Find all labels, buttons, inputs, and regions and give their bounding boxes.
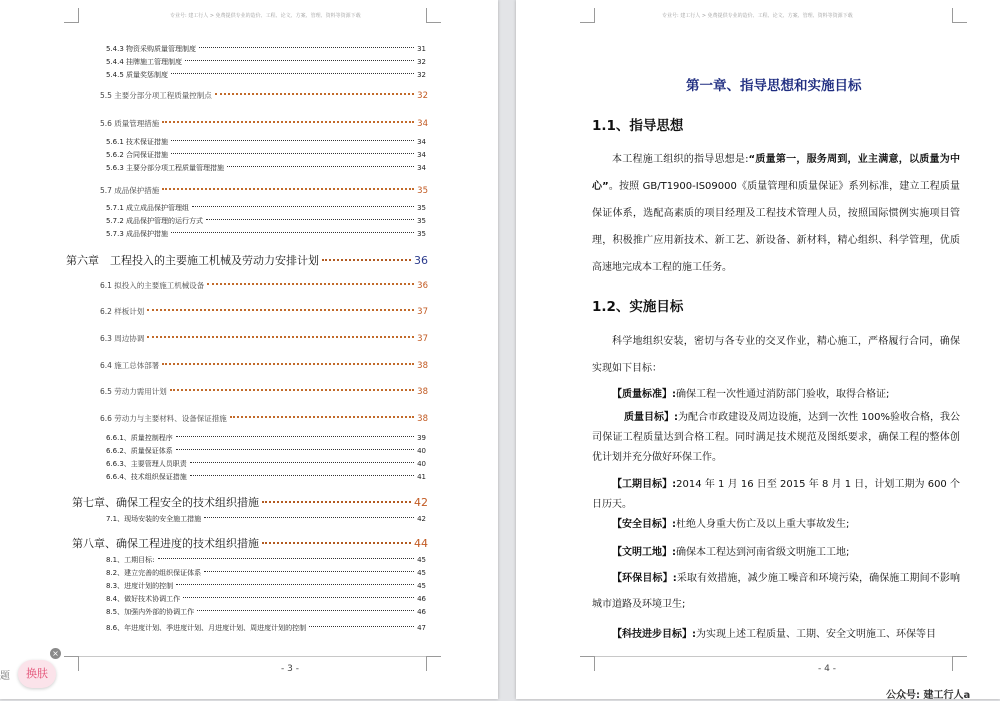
toc-entry-page: 37 [417,334,428,344]
toc-entry[interactable] [106,446,426,456]
toc-entry-page: 38 [417,361,428,371]
toc-entry-page: 46 [417,608,426,616]
toc-entry-page: 34 [417,151,426,159]
toc-entry-page: 34 [417,119,428,129]
toc-entry[interactable] [100,413,428,424]
crop-mark [64,656,79,671]
toc-leader-dots [206,219,414,220]
toc-entry-page: 38 [417,387,428,397]
section-title: 1.2、实施目标 [592,299,684,315]
toc-entry[interactable] [106,44,426,54]
toc-entry[interactable] [106,433,426,443]
toc-entry[interactable] [106,472,426,482]
toc-leader-dots [147,336,414,338]
toc-entry-page: 37 [417,307,428,317]
toc-entry[interactable] [106,581,426,591]
toc-leader-dots [192,206,414,207]
toc-leader-dots [204,571,414,572]
toc-entry[interactable] [106,163,426,173]
toc-leader-dots [227,166,414,167]
goal-label: 【文明工地】: [612,547,676,558]
toc-entry-page: 45 [417,569,426,577]
toc-entry[interactable] [100,386,428,397]
toc-entry-page: 34 [417,164,426,172]
toc-leader-dots [262,542,411,544]
goal-item [592,540,960,566]
footer-rule [580,656,952,657]
toc-entry-page: 35 [417,186,428,196]
toc-entry[interactable] [106,594,426,604]
toc-entry[interactable] [72,494,428,510]
toc-entry-title: 6.6.4、技术组织保证措施 [106,473,187,481]
toc-entry-page: 45 [417,582,426,590]
page-number: - 4 - [818,664,836,674]
toc-leader-dots [262,501,411,503]
crop-mark [426,656,441,671]
toc-leader-dots [162,121,414,123]
toc-entry-title: 5.4.4 挂牌施工管理制度 [106,58,183,66]
toc-leader-dots [199,47,414,48]
toc-entry-title: 第六章 工程投入的主要施工机械及劳动力安排计划 [66,254,319,267]
toc-leader-dots [158,558,415,559]
toc-leader-dots [162,188,414,190]
toc-entry-page: 38 [417,414,428,424]
toc-entry-title: 5.7.1 成立成品保护管理组 [106,204,190,212]
toc-entry-page: 46 [417,595,426,603]
paragraph-guiding-thought [592,146,960,281]
goal-text: 2014 年 1 月 16 日至 2015 年 8 月 1 日，计划工期为 600 个日历天。 [592,479,961,510]
toc-entry[interactable] [106,229,426,239]
paragraph-prefix: 本工程施工组织的指导思想是: [612,154,749,165]
toc-entry[interactable] [106,623,426,633]
toc-entry[interactable] [106,137,426,147]
chapter-title: 第一章、指导思想和实施目标 [686,78,862,94]
skin-change-button[interactable]: 换肤 [18,660,56,688]
crop-mark [952,656,967,671]
goal-text: 为配合市政建设及周边设施，达到一次性 100%验收合格，我公司保证工程质量达到合格工程。同时满足技术规范及图纸要求，确保工程的整体创优计划并充分做好环保工作。 [592,412,960,463]
toc-leader-dots [171,140,414,141]
toc-entry-title: 5.4.3 物资采购质量管理制度 [106,45,197,53]
toc-entry-page: 42 [417,515,426,523]
toc-leader-dots [147,309,414,311]
toc-entry-title: 5.6.2 合同保证措施 [106,151,169,159]
toc-entry-page: 35 [417,204,426,212]
crop-mark [952,8,967,23]
toc-entry[interactable] [100,306,428,317]
document-page-right [516,0,1000,699]
goal-label: 【工期目标】: [612,479,677,490]
toc-entry-title: 5.5 主要分部分项工程质量控制点 [100,91,212,100]
goal-label: 【质量标准】: [612,389,676,400]
toc-entry-page: 40 [417,460,426,468]
toc-entry-title: 6.2 样板计划 [100,307,145,316]
toc-entry-page: 41 [417,473,426,481]
toc-entry-title: 5.7.3 成品保护措施 [106,230,169,238]
toc-leader-dots [190,462,414,463]
toc-entry-title: 6.3 周边协调 [100,334,145,343]
toc-leader-dots [171,232,414,233]
toc-entry[interactable] [106,568,426,578]
crop-mark [426,8,441,23]
toc-entry[interactable] [100,90,428,101]
page-header: 专业号: 建工行人 > 免费提供专业的造价、工程、论文、方案、管理、资料等资源下载 [662,13,853,19]
toc-entry-title: 5.6.3 主要分部分项工程质量管理措施 [106,164,225,172]
toc-entry-title: 6.1 拟投入的主要施工机械设备 [100,281,205,290]
goal-item [592,512,960,538]
toc-leader-dots [171,153,414,154]
toc-entry[interactable] [100,118,428,129]
toc-entry-page: 35 [417,230,426,238]
goal-text: 为实现上述工程质量、工期、安全文明施工、环保等目 [696,629,936,640]
toolbar-fragment: 题 [0,671,10,682]
watermark-text: 公众号: 建工行人a [886,690,971,701]
toc-leader-dots [171,73,414,74]
toc-entry-title: 第七章、确保工程安全的技术组织措施 [72,496,259,509]
toc-entry[interactable] [100,185,428,196]
toc-entry[interactable] [106,203,426,213]
toc-entry-title: 8.4、做好技术协调工作 [106,595,181,603]
goal-label: 质量目标】: [624,412,679,423]
toc-leader-dots [162,363,414,365]
toc-entry[interactable] [106,70,426,80]
toc-entry-title: 6.5 劳动力需用计划 [100,387,167,396]
toc-entry[interactable] [106,459,426,469]
paragraph-rest: 。按照 GB/T1900-IS09000《质量管理和质量保证》系列标准，建立工程质量保证体系，选配高素质的项目经理及工程技术管理人员，按照国际惯例实施项目管理，积极推广应用新技术、新工艺、新设备、新材料，精心组织、科学管理，优质高速地完成本工程的施工任务。 [592,181,960,273]
paragraph-intro: 科学地组织安装，密切与各专业的交叉作业，精心施工，严格履行合同，确保实现如下目标： [592,336,960,374]
toc-entry-title: 8.2、建立完善的组织保证体系 [106,569,202,577]
toc-entry-title: 8.5、加强内外部的协调工作 [106,608,195,616]
toc-entry-title: 6.6.3、主要管理人员职责 [106,460,187,468]
section-title: 1.1、指导思想 [592,118,684,134]
crop-mark [580,8,595,23]
page-number: - 3 - [281,664,299,674]
toc-entry-title: 6.6.2、质量保证体系 [106,447,173,455]
toc-leader-dots [185,60,414,61]
toc-entry-title: 8.1、工期目标: [106,556,155,564]
toc-leader-dots [204,517,414,518]
toc-entry-page: 35 [417,217,426,225]
goal-item [592,622,960,648]
toc-entry[interactable] [106,555,426,565]
goal-item [592,408,960,468]
toc-entry-page: 44 [414,537,428,550]
toc-entry-page: 32 [417,91,428,101]
toc-leader-dots [176,449,414,450]
toc-entry-page: 42 [414,496,428,509]
toc-leader-dots [176,436,414,437]
toc-entry-title: 7.1、现场安装的安全施工措施 [106,515,202,523]
toc-entry-page: 45 [417,556,426,564]
toc-entry[interactable] [66,252,428,268]
toc-leader-dots [322,259,411,261]
toc-leader-dots [176,584,414,585]
toc-entry-title: 5.7.2 成品保护管理的运行方式 [106,217,204,225]
toc-entry-title: 5.7 成品保护措施 [100,186,160,195]
toc-entry-title: 6.4 施工总体部署 [100,361,160,370]
toc-entry-page: 39 [417,434,426,442]
toc-leader-dots [230,416,414,418]
toc-leader-dots [207,283,414,285]
toc-leader-dots [190,475,414,476]
goal-text: 确保本工程达到河南省级文明施工工地; [676,547,850,558]
toc-entry-title: 5.4.5 质量奖惩制度 [106,71,169,79]
goal-label: 【安全目标】: [612,519,676,530]
paragraph-emphasis: “质量第一，服务周到，业主满意，以质量为中心” [592,154,960,192]
goal-label: 【科技进步目标】: [612,629,696,640]
toc-leader-dots [309,626,414,627]
toc-entry-page: 31 [417,45,426,53]
toc-entry-title: 8.3、进度计划的控制 [106,582,174,590]
toc-entry[interactable] [100,360,428,371]
toc-leader-dots [197,610,414,611]
toc-entry[interactable] [72,535,428,551]
toc-leader-dots [170,389,414,391]
goal-text: 采取有效措施，减少施工噪音和环境污染，确保施工期间不影响城市道路及环境卫生; [592,573,961,610]
toc-entry[interactable] [100,333,428,344]
toc-entry-title: 6.6.1、质量控制程序 [106,434,173,442]
footer-rule [64,656,426,657]
toc-entry-page: 32 [417,71,426,79]
toc-entry-title: 5.6 质量管理措施 [100,119,160,128]
goal-text: 确保工程一次性通过消防部门验收，取得合格证; [676,389,890,400]
toc-entry-page: 34 [417,138,426,146]
toc-entry[interactable] [106,607,426,617]
toc-leader-dots [183,597,414,598]
crop-mark [580,656,595,671]
toc-entry-title: 第八章、确保工程进度的技术组织措施 [72,537,259,550]
toc-entry-page: 36 [414,254,428,267]
goal-item [592,382,960,408]
document-page-left [0,0,498,699]
toc-entry-page: 40 [417,447,426,455]
toc-entry-title: 6.6 劳动力与主要材料、设备保证措施 [100,414,227,423]
toc-entry[interactable] [106,514,426,524]
crop-mark [64,8,79,23]
goal-item [592,475,960,515]
toc-entry-page: 32 [417,58,426,66]
toc-entry-page: 36 [417,281,428,291]
toc-entry[interactable] [106,216,426,226]
toc-entry-title: 8.6、年进度计划、季进度计划、月进度计划、周进度计划的控制 [106,624,307,632]
toc-entry[interactable] [106,150,426,160]
goal-item [592,566,960,618]
goal-label: 【环保目标】: [612,573,677,584]
goal-text: 杜绝人身重大伤亡及以上重大事故发生; [676,519,850,530]
page-header: 专业号: 建工行人 > 免费提供专业的造价、工程、论文、方案、管理、资料等资源下载 [170,13,361,19]
toc-leader-dots [215,93,414,95]
toc-entry-page: 47 [417,624,426,632]
toc-entry[interactable] [100,280,428,291]
toc-entry-title: 5.6.1 技术保证措施 [106,138,169,146]
toc-entry[interactable] [106,57,426,67]
close-icon[interactable]: × [50,648,61,659]
